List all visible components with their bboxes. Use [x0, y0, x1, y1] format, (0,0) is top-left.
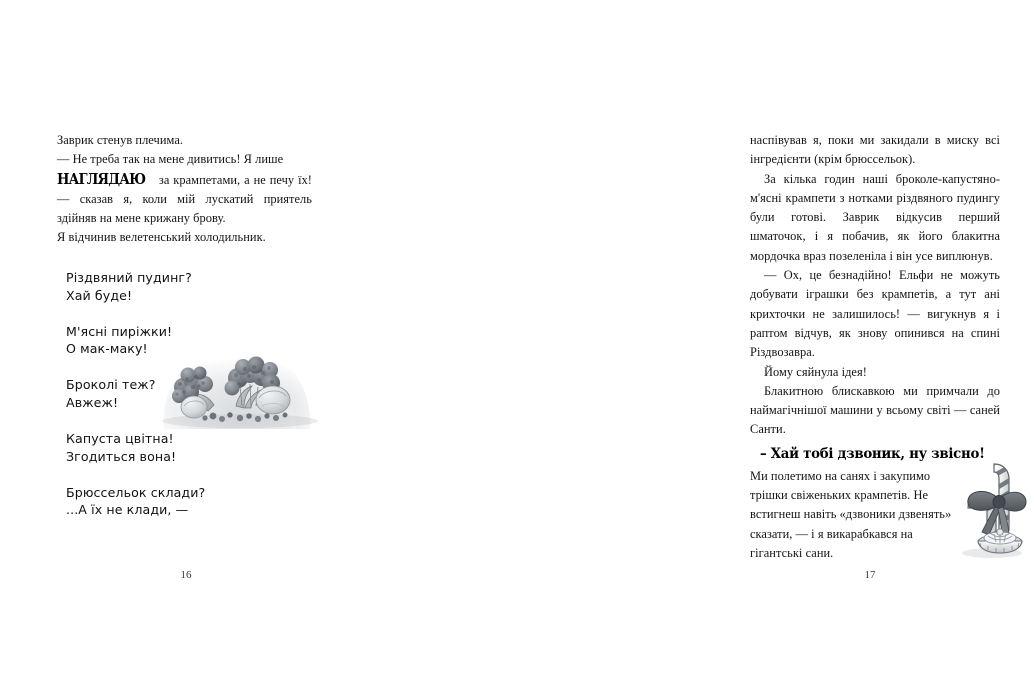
- verse-line: О мак-маку!: [66, 341, 148, 357]
- dialogue-lead-in: — Не треба так на мене дивитись! Я лише: [57, 152, 284, 167]
- right-page: [350, 0, 1000, 700]
- paragraph-santa-sleigh: Блакитною блискавкою ми примчали до наймагічнішої машини у всьому світі — саней Санти.: [750, 383, 1000, 437]
- verse-stanza: [66, 484, 306, 519]
- verse-stanza: [66, 269, 306, 304]
- dialogue-continuation: за крампетами, а не печу їх! — сказав я, коли мій лускатий приятель здійняв на мене крижану брову.: [57, 172, 312, 226]
- paragraph-hopeless-elves: — Ох, це безнадійно! Ельфи не можуть добувати іграшки без крампетів, а тут ані крихточки не залишилось! — вигукнув я і раптом відчув, як знову опинився на спині Різдвозавра.: [750, 268, 1000, 360]
- display-line-jingle-bells: – Хай тобі дзвоник, ну звісно!: [760, 445, 985, 462]
- candy-cane-pie-illustration: [946, 456, 1034, 564]
- verse-line: Броколі теж?: [66, 377, 156, 393]
- verse-stanza: [66, 323, 306, 358]
- paragraph-dialogue-supervise: [57, 150, 312, 228]
- verse-line: Згодиться вона!: [66, 448, 177, 464]
- verse-stanza: [66, 430, 306, 465]
- left-page-textblock: [57, 131, 312, 248]
- verse-stanza: [66, 376, 306, 411]
- paragraph-closing-sleigh-climb: Ми полетимо на санях і закупимо трішки свіженьких крампетів. Не встигнеш навіть «дзвоники дзвенять» сказати, — і я викарабкався на гігантські сани.: [750, 468, 952, 560]
- left-page: [0, 0, 350, 700]
- page-number-left: 16: [180, 569, 192, 581]
- verse-line: Різдвяний пудинг?: [66, 270, 192, 285]
- verse-line: М'ясні пиріжки!: [66, 323, 173, 339]
- page-number-right: 17: [864, 569, 876, 581]
- verse-line: Капуста цвітна!: [66, 431, 174, 447]
- paragraph-idea-struck: Йому сяйнула ідея!: [764, 364, 867, 379]
- paragraph-humming-ingredients: наспівував я, поки ми закидали в миску всі інгредієнти (крім брюссельок).: [750, 133, 1000, 167]
- paragraph-crumpets-ready: За кілька годин наші броколе-капустяно-м'ясні крампети з нотками різдвяного пудингу були готові. Заврик відкусив перший шматочок, і я побачив, як його блакитна мордочка враз позеленіла і він усе виплюнув.: [750, 171, 1000, 263]
- verse-line: ...А їх не клади, —: [66, 502, 189, 518]
- verse-line: Брюссельок склади?: [66, 484, 206, 500]
- display-word-naglyadayu: НАГЛЯДАЮ: [57, 170, 146, 188]
- paragraph-opened-fridge: Я відчинив велетенський холодильник.: [57, 230, 266, 245]
- paragraph-dino-shrug: Заврик стенув плечима.: [57, 133, 184, 147]
- verse-line: Хай буде!: [66, 287, 133, 303]
- verse-block: [66, 269, 306, 519]
- verse-line: Авжеж!: [66, 394, 119, 410]
